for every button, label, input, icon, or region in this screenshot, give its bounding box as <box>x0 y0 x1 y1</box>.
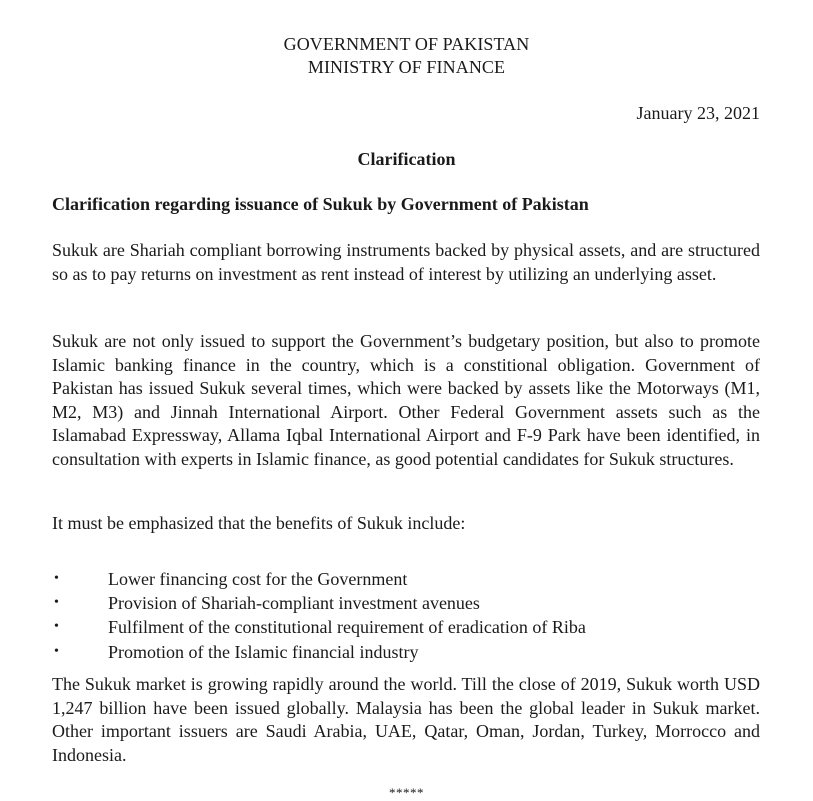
bullet-icon: • <box>54 643 59 659</box>
bullet-icon: • <box>54 595 59 611</box>
paragraph-purpose: Sukuk are not only issued to support the Government’s budgetary position, but also to promote Islamic banking finance in the country, which is a constitional obligation. Government of Pakistan has issued Sukuk several times, which were backed by assets like the Motorways (M1, M2, M3) and Jinnah International Airport. Other Federal Government assets such as the Islamabad Expressway, Allama Iqbal International Airport and F-9 Park have been identified, in consultation with experts in Islamic finance, as good potential candidates for Sukuk structures. <box>52 331 760 469</box>
list-item <box>52 591 760 615</box>
paragraph-benefits-intro: It must be emphasized that the benefits of Sukuk include: <box>52 513 466 533</box>
list-item-text: Lower financing cost for the Government <box>108 569 408 589</box>
document-date: January 23, 2021 <box>636 103 760 123</box>
document-subject: Clarification regarding issuance of Sukuk by Government of Pakistan <box>52 194 589 214</box>
letterhead <box>0 33 813 79</box>
paragraph-market-growth: The Sukuk market is growing rapidly around the world. Till the close of 2019, Sukuk worth USD 1,247 billion have been issued globally. Malaysia has been the global leader in Sukuk market. Other important issuers are Saudi Arabia, UAE, Qatar, Oman, Jordan, Turkey, Morrocco and Indonesia. <box>52 674 760 765</box>
list-item-text: Fulfilment of the constitutional requirement of eradication of Riba <box>108 617 586 638</box>
bullet-icon: • <box>54 619 59 635</box>
list-item-text: Promotion of the Islamic financial industry <box>108 641 419 662</box>
list-item <box>52 615 760 639</box>
bullet-icon: • <box>54 571 59 586</box>
letterhead-government: GOVERNMENT OF PAKISTAN <box>283 34 530 54</box>
list-item-text: Provision of Shariah-compliant investment avenues <box>108 593 480 614</box>
end-mark: ***** <box>389 785 424 800</box>
letterhead-ministry: MINISTRY OF FINANCE <box>307 57 506 77</box>
benefits-list <box>52 567 760 664</box>
list-item <box>52 640 760 664</box>
document-title: Clarification <box>357 149 456 169</box>
paragraph-definition: Sukuk are Shariah compliant borrowing instruments backed by physical assets, and are structured so as to pay returns on investment as rent instead of interest by utilizing an underlying asset. <box>52 240 760 284</box>
list-item <box>52 567 760 591</box>
